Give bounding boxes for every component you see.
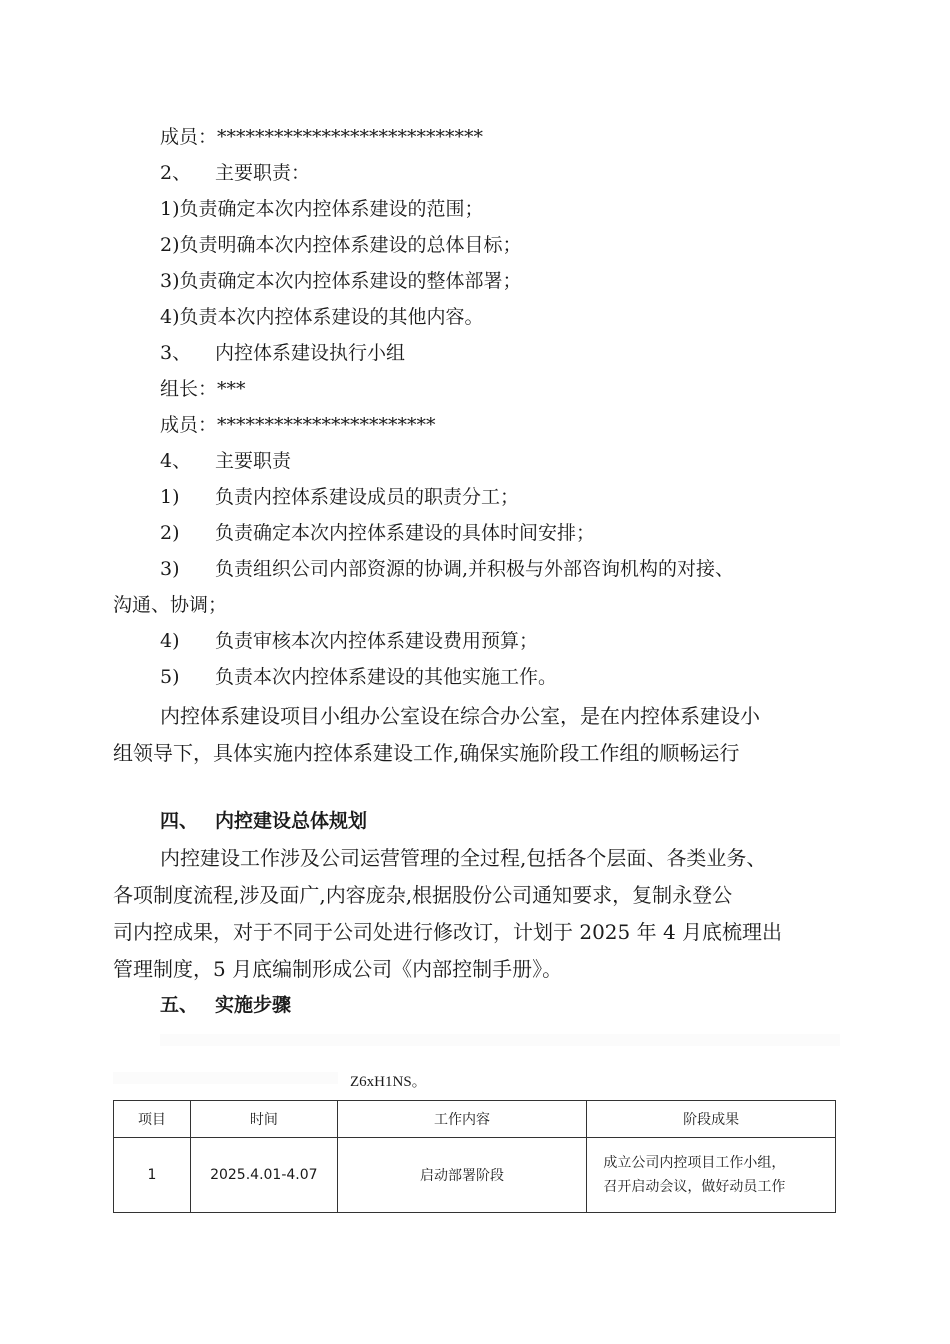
faint-hidden-text-band <box>160 1034 840 1046</box>
exec-duty-4 <box>160 628 538 654</box>
chapter-5-heading <box>160 992 291 1018</box>
item-text: 负责审核本次内控体系建设费用预算； <box>215 630 539 652</box>
plan-paragraph-line-4: 管理制度，5 月底编制形成公司《内部控制手册》。 <box>113 957 563 981</box>
exec-duty-5 <box>160 664 557 690</box>
exec-duty-3-continued: 沟通、协调； <box>113 594 228 616</box>
cell-time: 2025.4.01-4.07 <box>190 1138 337 1213</box>
section-4-heading <box>160 448 291 474</box>
section-title: 主要职责 <box>215 450 292 472</box>
section-title: 内控体系建设执行小组 <box>215 342 406 364</box>
table-row <box>114 1138 836 1213</box>
cell-item: 1 <box>114 1138 191 1213</box>
chapter-title: 实施步骤 <box>215 994 292 1016</box>
header-item: 项目 <box>114 1101 191 1138</box>
duty-item-4: 4)负责本次内控体系建设的其他内容。 <box>160 306 484 328</box>
members-line-1: 成员：**************************** <box>160 126 484 148</box>
header-time: 时间 <box>190 1101 337 1138</box>
office-paragraph-line-2: 组领导下，具体实施内控体系建设工作,确保实施阶段工作组的顺畅运行 <box>113 741 740 765</box>
plan-paragraph-line-1: 内控建设工作涉及公司运营管理的全过程,包括各个层面、各类业务、 <box>160 846 767 870</box>
exec-duty-1 <box>160 484 519 510</box>
table-header-row <box>114 1101 836 1138</box>
plan-paragraph-line-3: 司内控成果，对于不同于公司处进行修改订，计划于 2025 年 4 月底梳理出 <box>113 920 783 944</box>
cell-result <box>587 1138 836 1213</box>
table-caption: Z6xH1NS。 <box>350 1074 427 1090</box>
section-number: 2、 <box>160 162 192 184</box>
item-text: 负责内控体系建设成员的职责分工； <box>215 486 520 508</box>
exec-duty-3 <box>160 556 734 582</box>
cell-result-line-2: 召开启动会议，做好动员工作 <box>603 1179 786 1195</box>
team-leader-line: 组长：*** <box>160 378 246 400</box>
schedule-table <box>113 1100 836 1213</box>
item-text: 负责确定本次内控体系建设的具体时间安排； <box>215 522 596 544</box>
item-text: 负责本次内控体系建设的其他实施工作。 <box>215 666 558 688</box>
section-title: 主要职责： <box>215 162 311 184</box>
chapter-4-heading <box>160 808 367 834</box>
item-number: 4) <box>160 630 180 652</box>
item-number: 3) <box>160 558 180 580</box>
plan-paragraph-line-2: 各项制度流程,涉及面广,内容庞杂,根据股份公司通知要求，复制永登公 <box>113 883 733 907</box>
item-text: 负责组织公司内部资源的协调,并积极与外部咨询机构的对接、 <box>215 558 735 580</box>
section-number: 4、 <box>160 450 192 472</box>
item-number: 2) <box>160 522 180 544</box>
cell-result-line-1: 成立公司内控项目工作小组， <box>603 1155 786 1171</box>
duty-item-3: 3)负责确定本次内控体系建设的整体部署； <box>160 270 522 292</box>
header-result: 阶段成果 <box>587 1101 836 1138</box>
cell-content: 启动部署阶段 <box>337 1138 587 1213</box>
chapter-title: 内控建设总体规划 <box>215 810 368 832</box>
faint-watermark-text <box>113 782 153 792</box>
exec-duty-2 <box>160 520 595 546</box>
item-number: 5) <box>160 666 180 688</box>
members-line-2: 成员：*********************** <box>160 414 436 436</box>
office-paragraph-line-1: 内控体系建设项目小组办公室设在综合办公室，是在内控体系建设小 <box>160 704 760 728</box>
section-number: 3、 <box>160 342 192 364</box>
duty-item-2: 2)负责明确本次内控体系建设的总体目标； <box>160 234 522 256</box>
header-content: 工作内容 <box>337 1101 587 1138</box>
duty-item-1: 1)负责确定本次内控体系建设的范围； <box>160 198 484 220</box>
section-2-heading <box>160 160 310 186</box>
section-3-heading <box>160 340 405 366</box>
chapter-number: 四、 <box>160 810 199 832</box>
faint-hidden-text-band <box>113 1072 338 1084</box>
item-number: 1) <box>160 486 180 508</box>
chapter-number: 五、 <box>160 994 199 1016</box>
